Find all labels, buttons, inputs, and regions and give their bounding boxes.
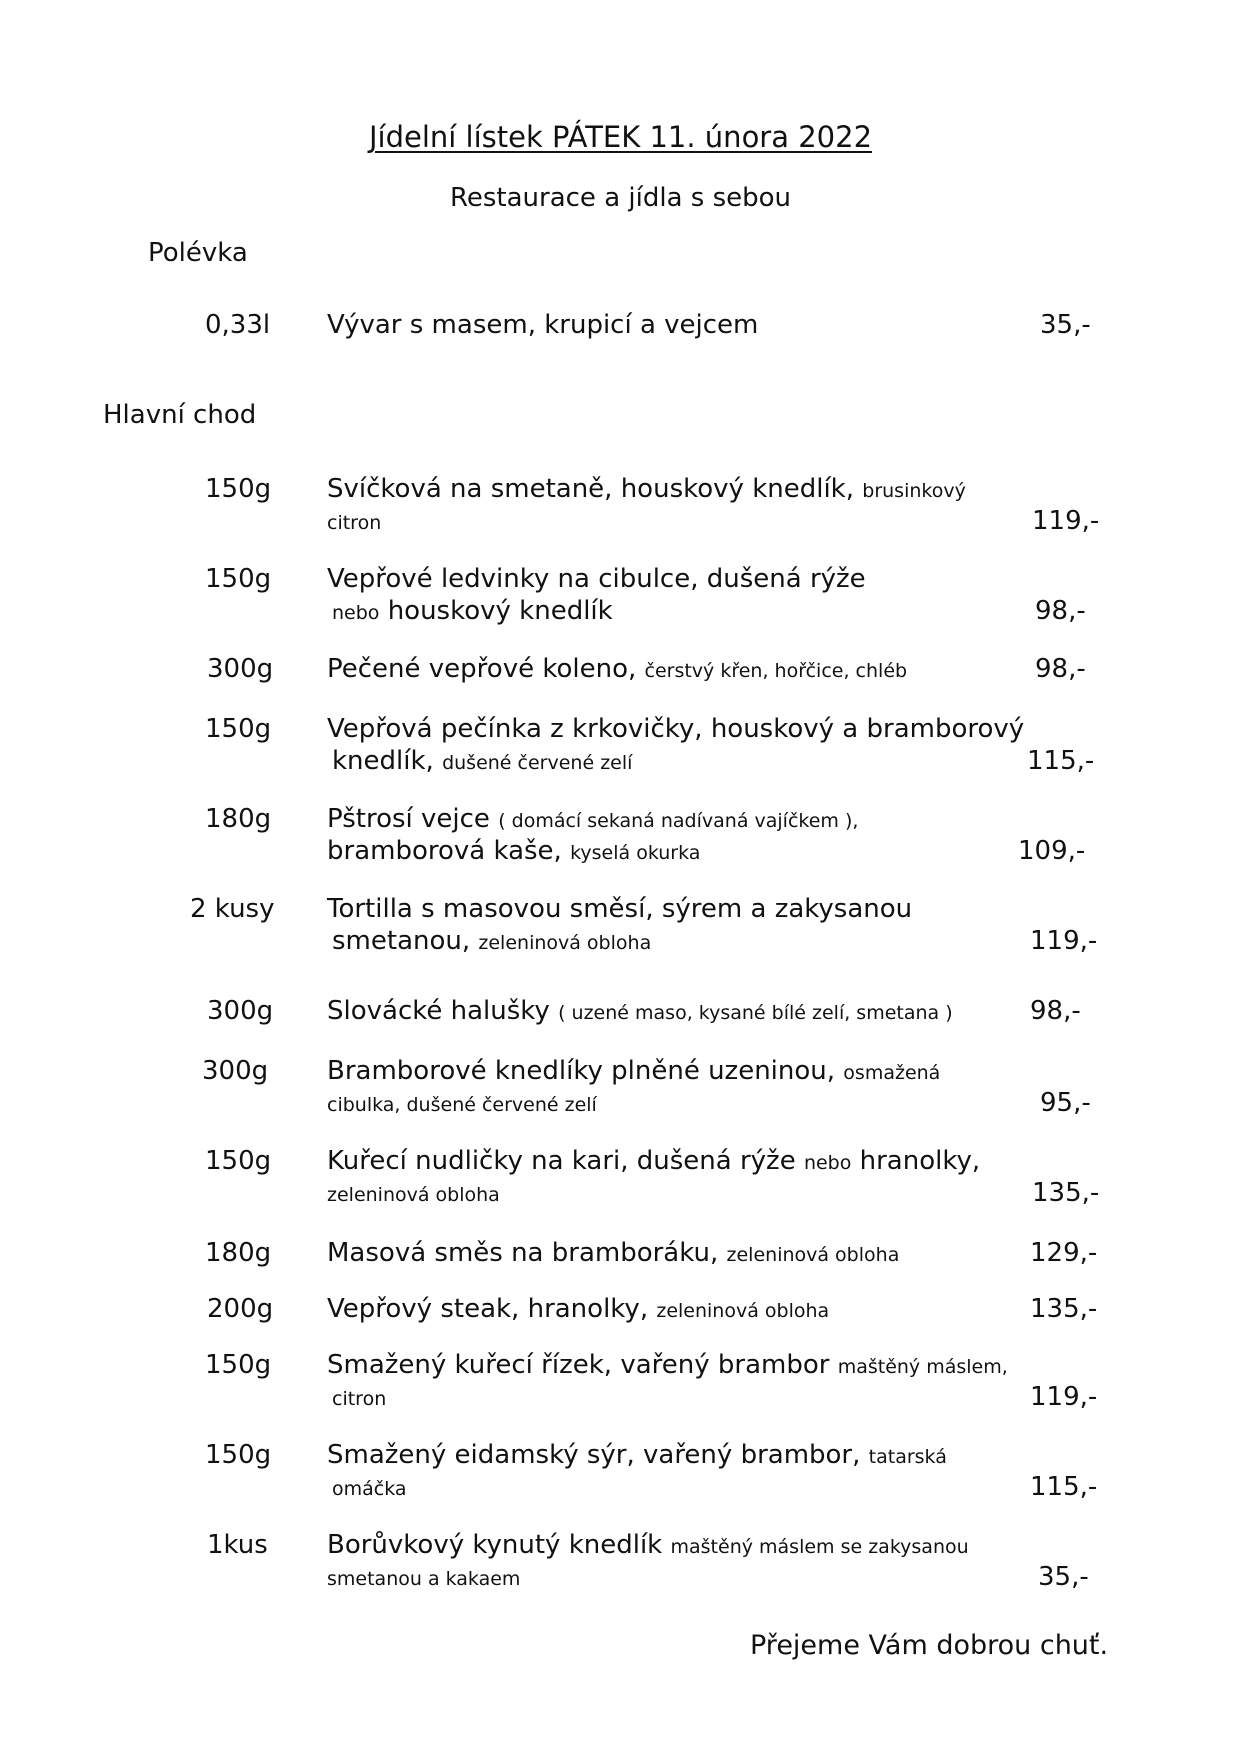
item-side: zeleninová obloha xyxy=(478,932,652,954)
item-quantity: 150g xyxy=(205,564,272,594)
item-side: osmažená xyxy=(843,1062,941,1084)
item-side: zeleninová obloha xyxy=(726,1244,900,1266)
item-line-1 xyxy=(327,1350,1008,1380)
item-line-1 xyxy=(327,1056,940,1086)
item-price: 115,- xyxy=(1027,746,1095,776)
item-name: Masová směs na bramboráku, xyxy=(327,1238,719,1268)
item-line-1 xyxy=(327,654,907,684)
item-side: brusinkový xyxy=(862,480,966,502)
item-quantity: 200g xyxy=(207,1294,274,1324)
item-price: 119,- xyxy=(1032,506,1100,536)
item-line-1 xyxy=(327,714,1024,744)
item-line-1 xyxy=(327,996,953,1026)
item-quantity: 300g xyxy=(202,1056,269,1086)
item-name: Smažený kuřecí řízek, vařený brambor xyxy=(327,1350,830,1380)
item-price: 109,- xyxy=(1018,836,1086,866)
item-name: hranolky, xyxy=(859,1146,981,1176)
item-quantity: 180g xyxy=(205,804,272,834)
item-name: knedlík, xyxy=(332,746,434,776)
item-name: bramborová kaše, xyxy=(327,836,562,866)
item-price: 95,- xyxy=(1040,1088,1091,1118)
item-quantity: 1kus xyxy=(207,1530,268,1560)
item-side: citron xyxy=(327,512,382,534)
item-side: ( domácí sekaná nadívaná vajíčkem ), xyxy=(498,810,859,832)
page-title: Jídelní lístek PÁTEK 11. února 2022 xyxy=(368,120,873,154)
item-name: Pečené vepřové koleno, xyxy=(327,654,637,684)
item-price: 135,- xyxy=(1032,1178,1100,1208)
item-price: 98,- xyxy=(1035,654,1086,684)
item-price: 119,- xyxy=(1030,1382,1098,1412)
item-side: dušené červené zelí xyxy=(442,752,633,774)
item-quantity: 150g xyxy=(205,1440,272,1470)
item-quantity: 2 kusy xyxy=(190,894,275,924)
item-line-1 xyxy=(327,564,866,594)
item-line-2 xyxy=(327,1562,520,1592)
item-side: tatarská xyxy=(868,1446,947,1468)
item-quantity: 150g xyxy=(205,1350,272,1380)
item-line-2 xyxy=(332,596,613,626)
item-line-2 xyxy=(327,836,700,866)
item-line-2 xyxy=(332,1382,386,1412)
page-subtitle: Restaurace a jídla s sebou xyxy=(449,183,792,213)
item-line-2 xyxy=(327,1178,500,1208)
item-name: Pštrosí vejce xyxy=(327,804,490,834)
item-quantity: 300g xyxy=(207,654,274,684)
section-heading-main: Hlavní chod xyxy=(103,400,257,430)
item-side: cibulka, dušené červené zelí xyxy=(327,1094,597,1116)
item-quantity: 180g xyxy=(205,1238,272,1268)
item-line-1 xyxy=(327,1238,899,1268)
item-price: 98,- xyxy=(1030,996,1081,1026)
item-name: houskový knedlík xyxy=(387,596,613,626)
item-side: zeleninová obloha xyxy=(656,1300,830,1322)
section-heading-soup: Polévka xyxy=(148,238,248,268)
item-name: Vepřová pečínka z krkovičky, houskový a bramborový xyxy=(327,714,1025,744)
item-side: kyselá okurka xyxy=(570,842,701,864)
item-side: nebo xyxy=(332,602,380,624)
item-name: Borůvkový kynutý knedlík xyxy=(327,1530,663,1560)
item-line-1 xyxy=(327,1530,969,1560)
item-line-1 xyxy=(327,804,858,834)
item-line-2 xyxy=(332,926,651,956)
item-quantity: 300g xyxy=(207,996,274,1026)
item-line-1 xyxy=(327,1294,829,1324)
item-name: Vývar s masem, krupicí a vejcem xyxy=(327,310,759,340)
item-price: 129,- xyxy=(1030,1238,1098,1268)
closing-note: Přejeme Vám dobrou chuť. xyxy=(750,1630,1109,1661)
item-name: Svíčková na smetaně, houskový knedlík, xyxy=(327,474,854,504)
item-side: zeleninová obloha xyxy=(327,1184,500,1206)
item-quantity: 150g xyxy=(205,714,272,744)
item-price: 98,- xyxy=(1035,596,1086,626)
item-line-2 xyxy=(327,506,381,536)
item-name: smetanou, xyxy=(332,926,471,956)
item-side: nebo xyxy=(803,1152,852,1174)
item-side: maštěný máslem, xyxy=(837,1356,1008,1378)
item-line-1 xyxy=(327,1440,947,1470)
item-line-2 xyxy=(332,1472,407,1502)
item-price: 35,- xyxy=(1040,310,1091,340)
item-price: 35,- xyxy=(1038,1562,1089,1592)
item-line-2 xyxy=(327,1088,597,1118)
item-line-1 xyxy=(327,1146,980,1176)
item-quantity: 150g xyxy=(205,474,272,504)
item-name: Slovácké halušky xyxy=(327,996,550,1026)
item-price: 115,- xyxy=(1030,1472,1098,1502)
item-side: omáčka xyxy=(332,1478,407,1500)
item-name: Smažený eidamský sýr, vařený brambor, xyxy=(327,1440,861,1470)
item-name: Vepřový steak, hranolky, xyxy=(327,1294,649,1324)
item-price: 119,- xyxy=(1030,926,1098,956)
item-name: Vepřové ledvinky na cibulce, dušená rýže xyxy=(327,564,866,594)
item-price: 135,- xyxy=(1030,1294,1098,1324)
item-side: citron xyxy=(332,1388,387,1410)
item-line-1 xyxy=(327,894,912,924)
item-line-2 xyxy=(332,746,632,776)
item-name: Tortilla s masovou směsí, sýrem a zakysanou xyxy=(327,894,913,924)
item-quantity: 150g xyxy=(205,1146,272,1176)
item-line-1 xyxy=(327,474,966,504)
item-side: maštěný máslem se zakysanou xyxy=(670,1536,969,1558)
item-quantity: 0,33l xyxy=(205,310,271,340)
item-name: Bramborové knedlíky plněné uzeninou, xyxy=(327,1056,836,1086)
item-name: Kuřecí nudličky na kari, dušená rýže xyxy=(327,1146,796,1176)
item-side: čerstvý křen, hořčice, chléb xyxy=(644,660,908,682)
item-side: ( uzené maso, kysané bílé zelí, smetana ) xyxy=(558,1002,953,1024)
item-side: smetanou a kakaem xyxy=(327,1568,521,1590)
